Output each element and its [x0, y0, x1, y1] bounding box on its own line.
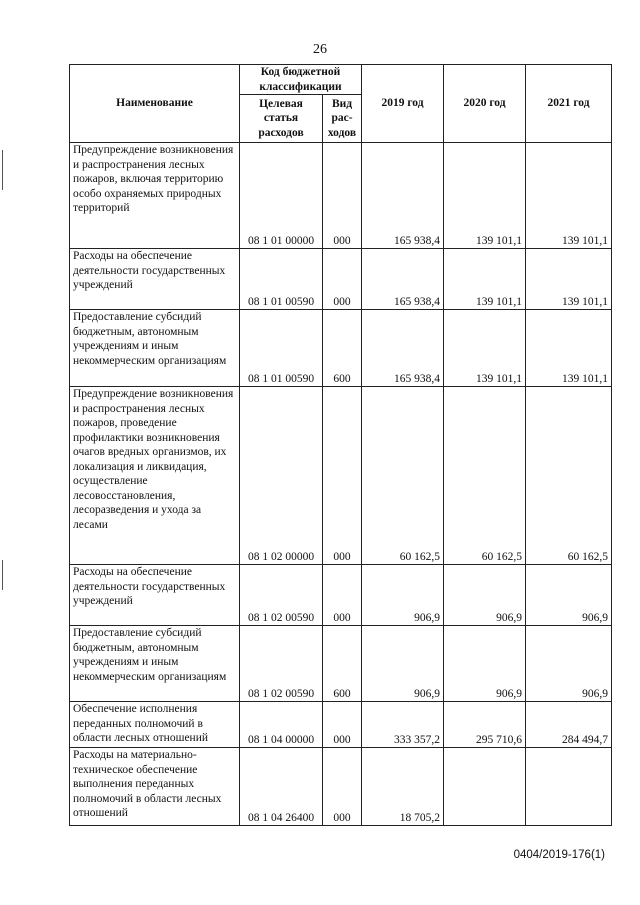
row-code: 08 1 01 00590 [240, 249, 323, 310]
table-row [70, 626, 612, 702]
table-row [70, 310, 612, 387]
page-number: 26 [313, 42, 327, 57]
budget-table [69, 64, 612, 826]
header-name: Наименование [70, 65, 240, 143]
row-code: 08 1 04 26400 [240, 748, 323, 826]
row-2019: 165 938,4 [362, 143, 444, 249]
row-2019: 18 705,2 [362, 748, 444, 826]
table-row [70, 387, 612, 565]
row-2020: 60 162,5 [444, 387, 526, 565]
row-kind: 000 [323, 565, 362, 626]
row-name: Предупреждение возникновения и распространения лесных пожаров, включая территорию особо охраняемых природных территорий [70, 143, 240, 249]
left-edge-mark [2, 560, 3, 590]
row-code: 08 1 04 00000 [240, 702, 323, 748]
document-code: 0404/2019-176(1) [513, 849, 605, 861]
row-kind: 000 [323, 702, 362, 748]
row-kind: 600 [323, 626, 362, 702]
row-kind: 000 [323, 748, 362, 826]
row-2020: 295 710,6 [444, 702, 526, 748]
row-kind: 600 [323, 310, 362, 387]
row-code: 08 1 02 00000 [240, 387, 323, 565]
table-row [70, 748, 612, 826]
row-2019: 906,9 [362, 565, 444, 626]
table-row [70, 565, 612, 626]
row-2020: 139 101,1 [444, 249, 526, 310]
row-2019: 165 938,4 [362, 249, 444, 310]
left-edge-mark [2, 150, 3, 190]
row-name: Расходы на обеспечение деятельности государственных учреждений [70, 249, 240, 310]
header-2019: 2019 год [362, 65, 444, 143]
row-2021: 139 101,1 [526, 249, 612, 310]
row-code: 08 1 01 00590 [240, 310, 323, 387]
row-2021: 906,9 [526, 626, 612, 702]
table-row [70, 143, 612, 249]
row-kind: 000 [323, 249, 362, 310]
row-name: Расходы на материально-техническое обеспечение выполнения переданных полномочий в области лесных отношений [70, 748, 240, 826]
header-kind: Вид рас-ходов [323, 95, 362, 143]
row-code: 08 1 02 00590 [240, 565, 323, 626]
row-2021: 139 101,1 [526, 143, 612, 249]
row-2020 [444, 748, 526, 826]
row-2020: 139 101,1 [444, 310, 526, 387]
row-2020: 139 101,1 [444, 143, 526, 249]
row-name: Предоставление субсидий бюджетным, автономным учреждениям и иным некоммерческим организациям [70, 310, 240, 387]
table-row [70, 249, 612, 310]
header-2021: 2021 год [526, 65, 612, 143]
header-target: Целевая статья расходов [240, 95, 323, 143]
header-2020: 2020 год [444, 65, 526, 143]
row-2019: 60 162,5 [362, 387, 444, 565]
table-row [70, 702, 612, 748]
row-name: Предоставление субсидий бюджетным, автономным учреждениям и иным некоммерческим организациям [70, 626, 240, 702]
row-2021 [526, 748, 612, 826]
row-2021: 139 101,1 [526, 310, 612, 387]
row-2020: 906,9 [444, 626, 526, 702]
row-2021: 906,9 [526, 565, 612, 626]
row-name: Расходы на обеспечение деятельности государственных учреждений [70, 565, 240, 626]
header-row [70, 65, 612, 95]
row-2021: 284 494,7 [526, 702, 612, 748]
row-kind: 000 [323, 387, 362, 565]
row-2021: 60 162,5 [526, 387, 612, 565]
row-2020: 906,9 [444, 565, 526, 626]
header-classification: Код бюджетной классификации [240, 65, 362, 95]
row-2019: 165 938,4 [362, 310, 444, 387]
row-code: 08 1 02 00590 [240, 626, 323, 702]
row-2019: 333 357,2 [362, 702, 444, 748]
row-code: 08 1 01 00000 [240, 143, 323, 249]
row-name: Предупреждение возникновения и распространения лесных пожаров, проведение профилактики возникновения очагов вредных организмов, их локализация и ликвидация, осуществление лесовосстановления, лесоразведения и ухода за лесами [70, 387, 240, 565]
row-2019: 906,9 [362, 626, 444, 702]
row-name: Обеспечение исполнения переданных полномочий в области лесных отношений [70, 702, 240, 748]
row-kind: 000 [323, 143, 362, 249]
